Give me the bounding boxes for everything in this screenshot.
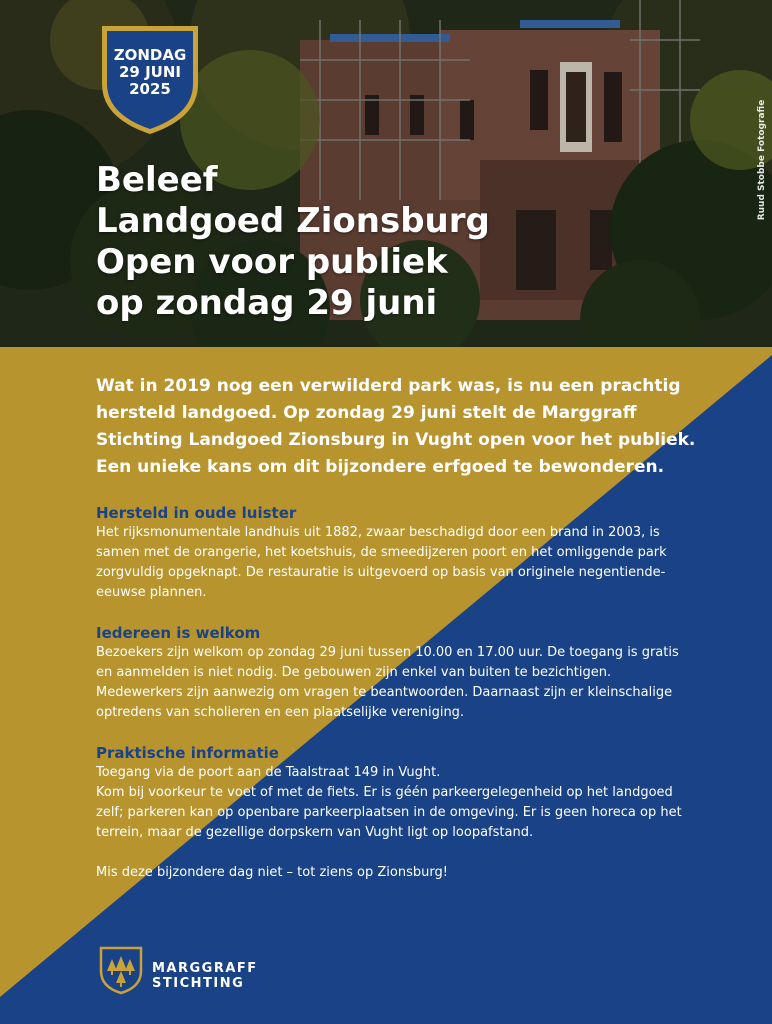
- section-body: Toegang via de poort aan de Taalstraat 149 in Vught. Kom bij voorkeur te voet of met de fiets. Er is géén parkeergelegenheid op het landgoed zelf; parkeren kan op openbare parkeerplaatsen in de omgeving. Er is geen horeca op het terrein, maar de gezellige dorpskern van Vught ligt op loopafstand.: [96, 765, 682, 840]
- title-line-1: Beleef: [96, 160, 218, 200]
- badge-date: 29 JUNI: [119, 63, 181, 81]
- title-line-4: op zondag 29 juni: [96, 283, 438, 323]
- logo-wordmark: [152, 961, 258, 991]
- logo-line-1: MARGGRAFF: [152, 961, 258, 976]
- badge-day: ZONDAG: [113, 46, 187, 64]
- section-body: Bezoekers zijn welkom op zondag 29 juni tussen 10.00 en 17.00 uur. De toegang is gratis en aanmelden is niet nodig. De gebouwen zijn enkel van buiten te bezichtigen. Medewerkers zijn aanwezig om vragen te beantwoorden. Daarnaast zijn er kleinschalige optredens van scholieren en een plaatselijke vereniging.: [96, 645, 679, 720]
- hero-photo: [0, 0, 772, 347]
- three-trees-shield-icon: [98, 945, 144, 995]
- section-body: Het rijksmonumentale landhuis uit 1882, zwaar beschadigd door een brand in 2003, is samen met de orangerie, het koetshuis, de smeedijzeren poort en het omliggende park zorgvuldig opgeknapt. De restauratie is uitgevoerd op basis van originele negentiende-eeuwse plannen.: [96, 525, 667, 600]
- intro-paragraph: Wat in 2019 nog een verwilderd park was, is nu een prachtig hersteld landgoed. Op zondag 29 juni stelt de Marggraff Stichting Landgoed Zionsburg in Vught open voor het publiek. Een unieke kans om dit bijzondere erfgoed te bewonderen.: [96, 376, 696, 477]
- article-body: [96, 373, 696, 883]
- content-panel: [0, 347, 772, 1024]
- section-heading: Iedereen is welkom: [96, 624, 261, 642]
- section-heading: Praktische informatie: [96, 744, 279, 762]
- page-title: [96, 160, 490, 324]
- logo-line-2: STICHTING: [152, 976, 245, 991]
- section-heading: Hersteld in oude luister: [96, 504, 297, 522]
- marggraff-logo: [98, 945, 278, 997]
- title-line-3: Open voor publiek: [96, 242, 448, 282]
- photo-credit: Ruud Stobbe Fotografie: [757, 99, 767, 221]
- badge-year: 2025: [129, 80, 171, 98]
- section-welcome: [96, 623, 696, 723]
- section-restoration: [96, 503, 696, 603]
- date-badge: [96, 47, 204, 98]
- closing-line: Mis deze bijzondere dag niet – tot ziens op Zionsburg!: [96, 865, 448, 880]
- section-practical-info: [96, 743, 696, 843]
- title-line-2: Landgoed Zionsburg: [96, 201, 490, 241]
